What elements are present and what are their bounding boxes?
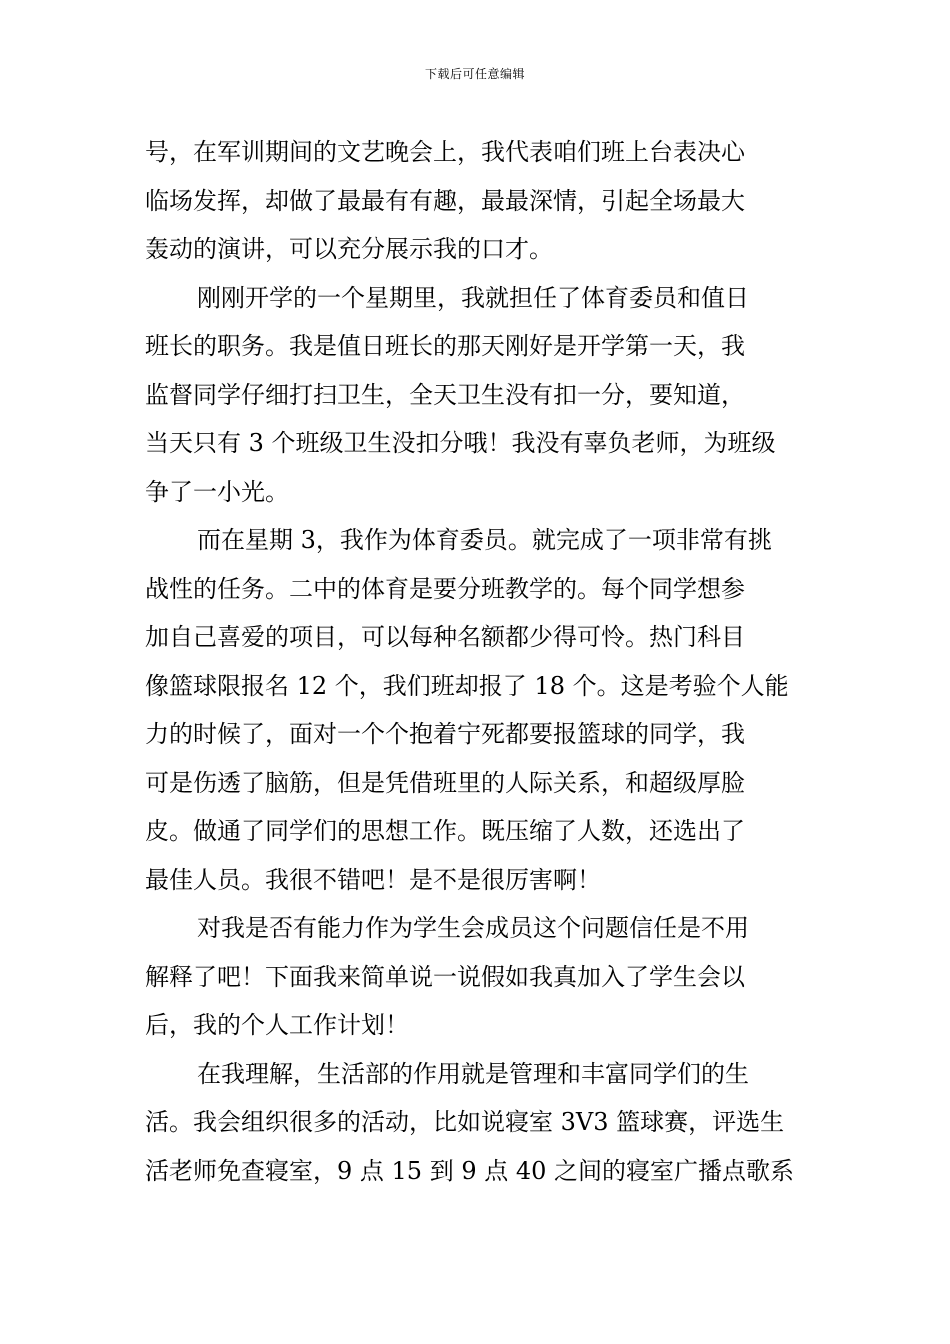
text-line: 在我理解，生活部的作用就是管理和丰富同学们的生 (197, 1059, 749, 1088)
text-line: 监督同学仔细打扫卫生，全天卫生没有扣一分，要知道， (145, 380, 745, 409)
text-line: 力的时候了，面对一个个抱着宁死都要报篮球的同学，我 (145, 720, 745, 748)
text-line: 后，我的个人工作计划！ (145, 1011, 409, 1039)
text-line: 活老师免查寝室，9 点 15 到 9 点 40 之间的寝室广播点歌系 (145, 1156, 795, 1185)
text-line: 争了一小光。 (145, 477, 289, 506)
document-body (145, 128, 810, 1195)
text-line: 解释了吧！下面我来简单说一说假如我真加入了学生会以 (145, 962, 745, 991)
text-line: 而在星期 3，我作为体育委员。就完成了一项非常有挑 (197, 526, 772, 554)
text-line: 可是伤透了脑筋，但是凭借班里的人际关系，和超级厚脸 (145, 768, 745, 797)
text-line: 像篮球限报名 12 个，我们班却报了 18 个。这是考验个人能 (145, 671, 789, 700)
text-line: 活。我会组织很多的活动，比如说寝室 3V3 篮球赛，评选生 (145, 1108, 785, 1136)
text-line: 号，在军训期间的文艺晚会上，我代表咱们班上台表决心 (145, 138, 745, 166)
text-line: 战性的任务。二中的体育是要分班教学的。每个同学想参 (145, 574, 745, 603)
text-line: 对我是否有能力作为学生会成员这个问题信任是不用 (197, 914, 749, 942)
page-header: 下载后可任意编辑 (424, 67, 525, 81)
text-line: 加自己喜爱的项目，可以每种名额都少得可怜。热门科目 (145, 623, 745, 651)
text-line: 班长的职务。我是值日班长的那天刚好是开学第一天，我 (145, 332, 745, 360)
text-line: 皮。做通了同学们的思想工作。既压缩了人数，还选出了 (145, 817, 745, 845)
text-line: 临场发挥，却做了最最有有趣，最最深情，引起全场最大 (145, 186, 745, 215)
text-line: 刚刚开学的一个星期里，我就担任了体育委员和值日 (197, 283, 749, 312)
text-line: 当天只有 3 个班级卫生没扣分哦！我没有辜负老师，为班级 (145, 429, 776, 457)
text-line: 最佳人员。我很不错吧！是不是很厉害啊！ (145, 865, 601, 894)
text-line: 轰动的演讲，可以充分展示我的口才。 (145, 235, 553, 263)
